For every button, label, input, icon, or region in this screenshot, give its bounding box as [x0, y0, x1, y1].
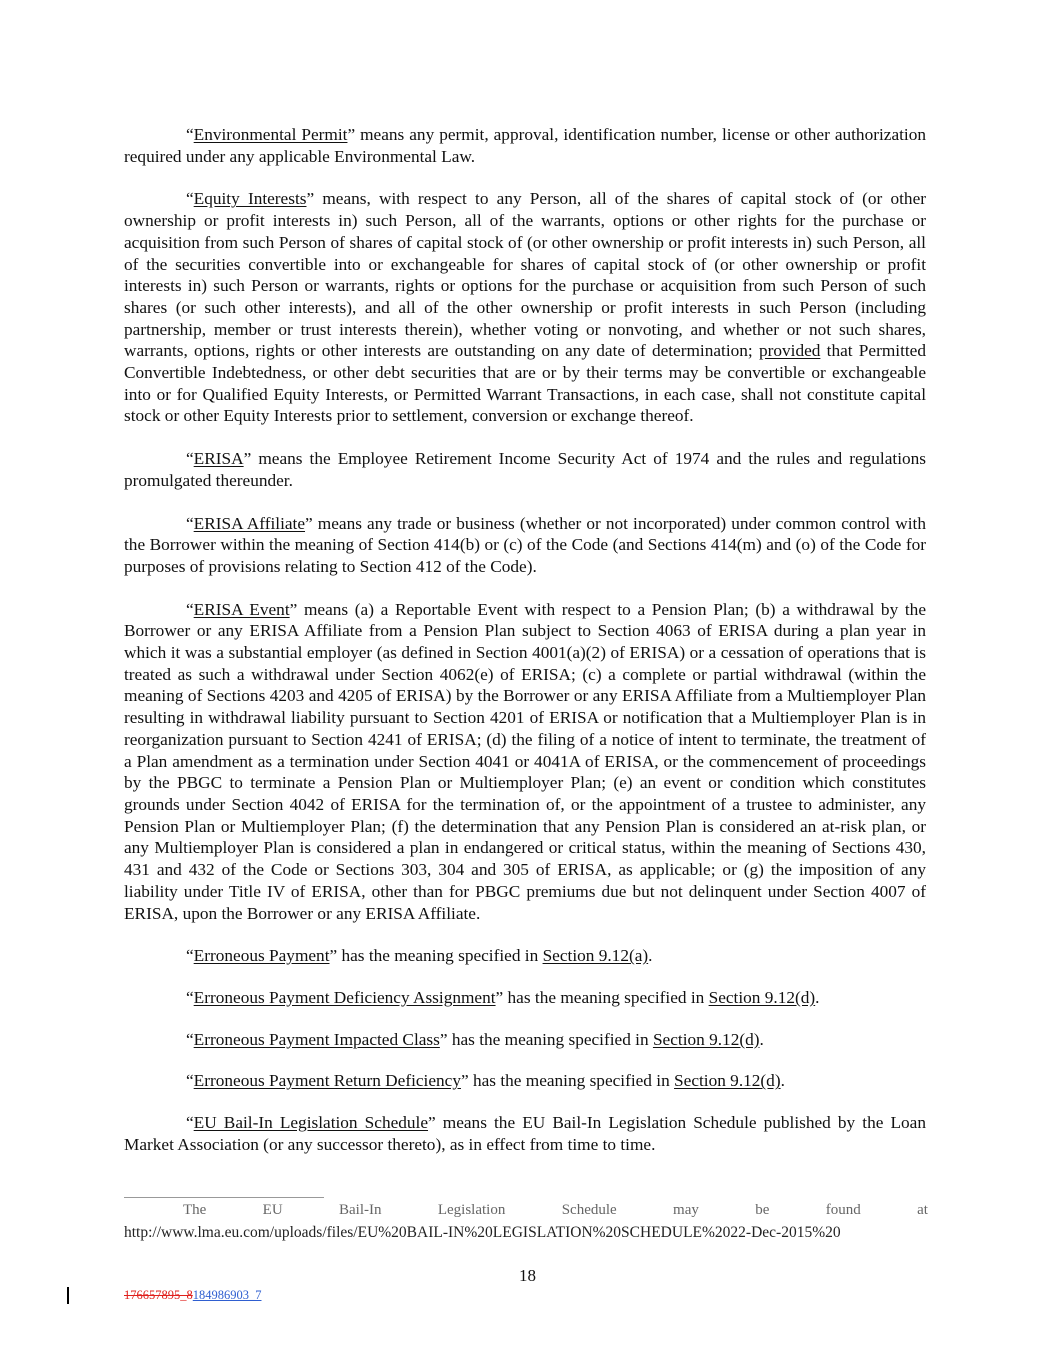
defined-term: ERISA: [193, 449, 244, 469]
definition-text: ” means the Employee Retirement Income Security Act of 1974 and the rules and regulations promulgated thereunder.: [124, 449, 926, 490]
footnote-word: EU: [262, 1202, 283, 1218]
footnote-word: be: [755, 1202, 770, 1218]
definition-erisa-event: “ERISA Event” means (a) a Reportable Event with respect to a Pension Plan; (b) a withdrawal by the Borrower or any ERISA Affiliate from a Pension Plan subject to Section 4063 of ERISA during a plan year in which it was a substantial employer (as defined in Section 4001(a)(2) of ERISA) or a cessation of operations that is treated as such a withdrawal under Section 4062(e) of ERISA; (c) a complete or partial withdrawal (within the meaning of Sections 4203 and 4205 of ERISA) by the Borrower or any ERISA Affiliate from a Multiemployer Plan resulting in withdrawal liability pursuant to Section 4201 of ERISA or notification that a Multiemployer Plan is in reorganization pursuant to Section 4241 of ERISA; (d) the filing of a notice of intent to terminate, the treatment of a Plan amendment as a termination under Section 4041 or 4041A of ERISA, or the commencement of proceedings by the PBGC to terminate a Pension Plan or Multiemployer Plan; (e) an event or condition which constitutes grounds under Section 4042 of ERISA for the termination of, or the appointment of a trustee to administer, any Pension Plan or Multiemployer Plan; (f) the determination that any Pension Plan is considered an at-risk plan, or any Multiemployer Plan is considered a plan in endangered or critical status, within the meaning of Sections 430, 431 and 432 of the Code or Sections 303, 304 and 305 of ERISA, as applicable; or (g) the imposition of any liability under Title IV of ERISA, other than for PBGC premiums due but not delinquent under Section 4007 of ERISA, upon the Borrower or any ERISA Affiliate.: [124, 599, 926, 923]
footnote-word: found: [825, 1202, 861, 1218]
definition-text: ” means the EU Bail-In Legislation Schedule published by the Loan Market Association (or any successor thereto), as in effect from time to time.: [124, 1113, 926, 1154]
section-reference: Section 9.12(d): [674, 1071, 781, 1091]
definition-text: that Permitted Convertible Indebtedness, or other debt securities that are or by their terms may be convertible or exchangeable into or for Qualified Equity Interests, or Permitted Warrant Transactions, in each case, shall not constitute capital stock or other Equity Interests prior to settlement, conversion or exchange thereof.: [124, 341, 926, 426]
section-reference: Section 9.12(a): [542, 946, 649, 966]
defined-term: Erroneous Payment Return Deficiency: [193, 1071, 461, 1091]
definition-erroneous-payment-deficiency-assignment: “Erroneous Payment Deficiency Assignment” has the meaning specified in Section 9.12(d).: [186, 987, 820, 1007]
proviso-keyword: provided: [758, 341, 821, 361]
defined-term: ERISA Event: [193, 599, 290, 619]
definition-erroneous-payment-return-deficiency: “Erroneous Payment Return Deficiency” has the meaning specified in Section 9.12(d).: [186, 1071, 785, 1091]
definition-text: ” has the meaning specified in: [329, 946, 543, 966]
footnote-word: may: [673, 1202, 699, 1218]
defined-term: Erroneous Payment Deficiency Assignment: [193, 987, 496, 1007]
footnote-word: at: [917, 1202, 928, 1218]
definition-text: ” has the meaning specified in: [460, 1071, 675, 1091]
definition-environmental-permit: “Environmental Permit” means any permit, approval, identification number, license or other authorization required under any applicable Environmental Law.: [124, 125, 926, 166]
definition-eu-bail-in-legislation-schedule: “EU Bail-In Legislation Schedule” means the EU Bail-In Legislation Schedule published by the Loan Market Association (or any successor thereto), as in effect from time to time.: [124, 1113, 926, 1154]
definition-text: ” has the meaning specified in: [495, 987, 709, 1007]
footnote-text: [183, 1202, 928, 1219]
definition-erisa: “ERISA” means the Employee Retirement Income Security Act of 1974 and the rules and regulations promulgated thereunder.: [124, 449, 926, 490]
section-reference: Section 9.12(d): [708, 987, 816, 1007]
footnote-word: Schedule: [561, 1202, 617, 1218]
footnote-separator: [124, 1197, 324, 1198]
definition-text: ” has the meaning specified in: [439, 1029, 653, 1049]
footnote-word: Legislation: [437, 1202, 506, 1218]
footnote-url[interactable]: http://www.lma.eu.com/uploads/files/EU%20BAIL-IN%20LEGISLATION%20SCHEDULE%2022-Dec-2015%20: [124, 1224, 841, 1241]
defined-term: Erroneous Payment: [193, 946, 330, 966]
document-id: [124, 1288, 262, 1303]
document-id-inserted: 184986903_7: [192, 1288, 262, 1302]
defined-term: Erroneous Payment Impacted Class: [193, 1029, 440, 1049]
footnote-word: The: [183, 1202, 207, 1218]
footnote-word: Bail-In: [339, 1202, 382, 1218]
definition-text: ” means any permit, approval, identification number, license or other authorization required under any applicable Environmental Law.: [124, 125, 926, 166]
section-reference: Section 9.12(d): [652, 1029, 760, 1049]
document-body: [124, 124, 926, 1176]
change-bar: [67, 1287, 69, 1304]
defined-term: ERISA Affiliate: [193, 513, 306, 533]
document-id-deleted: 176657895_8: [124, 1288, 193, 1302]
definition-text: ” means (a) a Reportable Event with respect to a Pension Plan; (b) a withdrawal by the Borrower or any ERISA Affiliate from a Pension Plan subject to Section 4063 of ERISA during a plan year in which it was a substantial employer (as defined in Section 4001(a)(2) of ERISA) or a cessation of operations that is treated as such a withdrawal under Section 4062(e) of ERISA; (c) a complete or partial withdrawal (within the meaning of Sections 4203 and 4205 of ERISA) by the Borrower or any ERISA Affiliate from a Multiemployer Plan resulting in withdrawal liability pursuant to Section 4201 of ERISA or notification that a Multiemployer Plan is in reorganization pursuant to Section 4241 of ERISA; (d) the filing of a notice of intent to terminate, the treatment of a Plan amendment as a termination under Section 4041 or 4041A of ERISA, or the commencement of proceedings by the PBGC to terminate a Pension Plan or Multiemployer Plan; (e) an event or condition which constitutes grounds under Section 4042 of ERISA for the termination of, or the appointment of a trustee to administer, any Pension Plan or Multiemployer Plan; (f) the determination that any Pension Plan is considered an at-risk plan, or any Multiemployer Plan is considered a plan in endangered or critical status, within the meaning of Sections 430, 431 and 432 of the Code or Sections 303, 304 and 305 of ERISA, as applicable; or (g) the imposition of any liability under Title IV of ERISA, other than for PBGC premiums due but not delinquent under Section 4007 of ERISA, upon the Borrower or any ERISA Affiliate.: [124, 599, 926, 923]
definition-text: ” means any trade or business (whether or not incorporated) under common control with the Borrower within the meaning of Section 414(b) or (c) of the Code (and Sections 414(m) and (o) of the Code for purposes of provisions relating to Section 412 of the Code).: [124, 513, 926, 576]
definition-erisa-affiliate: “ERISA Affiliate” means any trade or business (whether or not incorporated) under common control with the Borrower within the meaning of Section 414(b) or (c) of the Code (and Sections 414(m) and (o) of the Code for purposes of provisions relating to Section 412 of the Code).: [124, 513, 926, 576]
defined-term: Equity Interests: [193, 189, 307, 209]
defined-term: EU Bail-In Legislation Schedule: [193, 1113, 429, 1133]
definition-text: ” means, with respect to any Person, all of the shares of capital stock of (or other ownership or profit interests in) such Person, all of the warrants, options or other rights for the purchase or acquisition from such Person of shares of capital stock of (or other ownership or profit interests in) such Person, all of the securities convertible into or exchangeable for shares of capital stock of (or other ownership or profit interests in) such Person or warrants, rights or options for the purchase or acquisition from such Person of such shares (or such other interests), and all of the other ownership or profit interests in such Person (including partnership, member or trust interests therein), whether voting or nonvoting, and whether or not such shares, warrants, options, rights or other interests are outstanding on any date of determination;: [124, 189, 926, 361]
definition-erroneous-payment: “Erroneous Payment” has the meaning specified in Section 9.12(a).: [186, 946, 653, 966]
defined-term: Environmental Permit: [193, 125, 348, 144]
definition-erroneous-payment-impacted-class: “Erroneous Payment Impacted Class” has the meaning specified in Section 9.12(d).: [186, 1029, 764, 1049]
definition-equity-interests: “Equity Interests” means, with respect to any Person, all of the shares of capital stock of (or other ownership or profit interests in) such Person, all of the warrants, options or other rights for the purchase or acquisition from such Person of shares of capital stock of (or other ownership or profit interests in) such Person, all of the securities convertible into or exchangeable for shares of capital stock of (or other ownership or profit interests in) such Person or warrants, rights or options for the purchase or acquisition from such Person of such shares (or such other interests), and all of the other ownership or profit interests in such Person (including partnership, member or trust interests therein), whether voting or nonvoting, and whether or not such shares, warrants, options, rights or other interests are outstanding on any date of determination; provided that Permitted Convertible Indebtedness, or other debt securities that are or by their terms may be convertible or exchangeable into or for Qualified Equity Interests, or Permitted Warrant Transactions, in each case, shall not constitute capital stock or other Equity Interests prior to settlement, conversion or exchange thereof.: [124, 189, 926, 426]
page-number: 18: [519, 1266, 536, 1285]
